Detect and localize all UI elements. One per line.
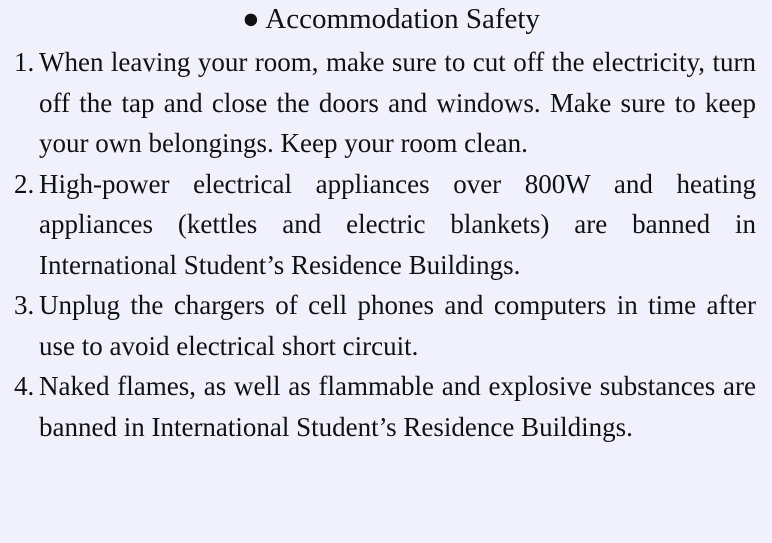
bullet-icon: ● <box>242 3 260 35</box>
item-number: 3. <box>14 290 35 320</box>
item-text: When leaving your room, make sure to cut off the electricity, turn off the tap and close the doors and windows. Make sure to keep your own belongings. Keep your room clean. <box>39 47 756 158</box>
list-item <box>14 42 756 164</box>
item-number: 2. <box>14 168 35 199</box>
section-title: Accommodation Safety <box>265 3 540 35</box>
list-item <box>14 164 756 286</box>
item-number: 1. <box>14 47 35 77</box>
list-item <box>14 285 756 366</box>
list-item <box>14 366 756 447</box>
item-text: Unplug the chargers of cell phones and computers in time after use to avoid electrical short circuit. <box>39 290 756 361</box>
item-text: Naked flames, as well as flammable and explosive substances are banned in International Student’s Residence Buildings. <box>39 371 756 442</box>
safety-rules-list <box>14 42 756 447</box>
item-text: High-power electrical appliances over 800W and heating appliances (kettles and electric blankets) are banned in International Student’s Residence Buildings. <box>39 168 756 280</box>
item-number: 4. <box>14 371 35 401</box>
section-heading <box>26 0 756 37</box>
